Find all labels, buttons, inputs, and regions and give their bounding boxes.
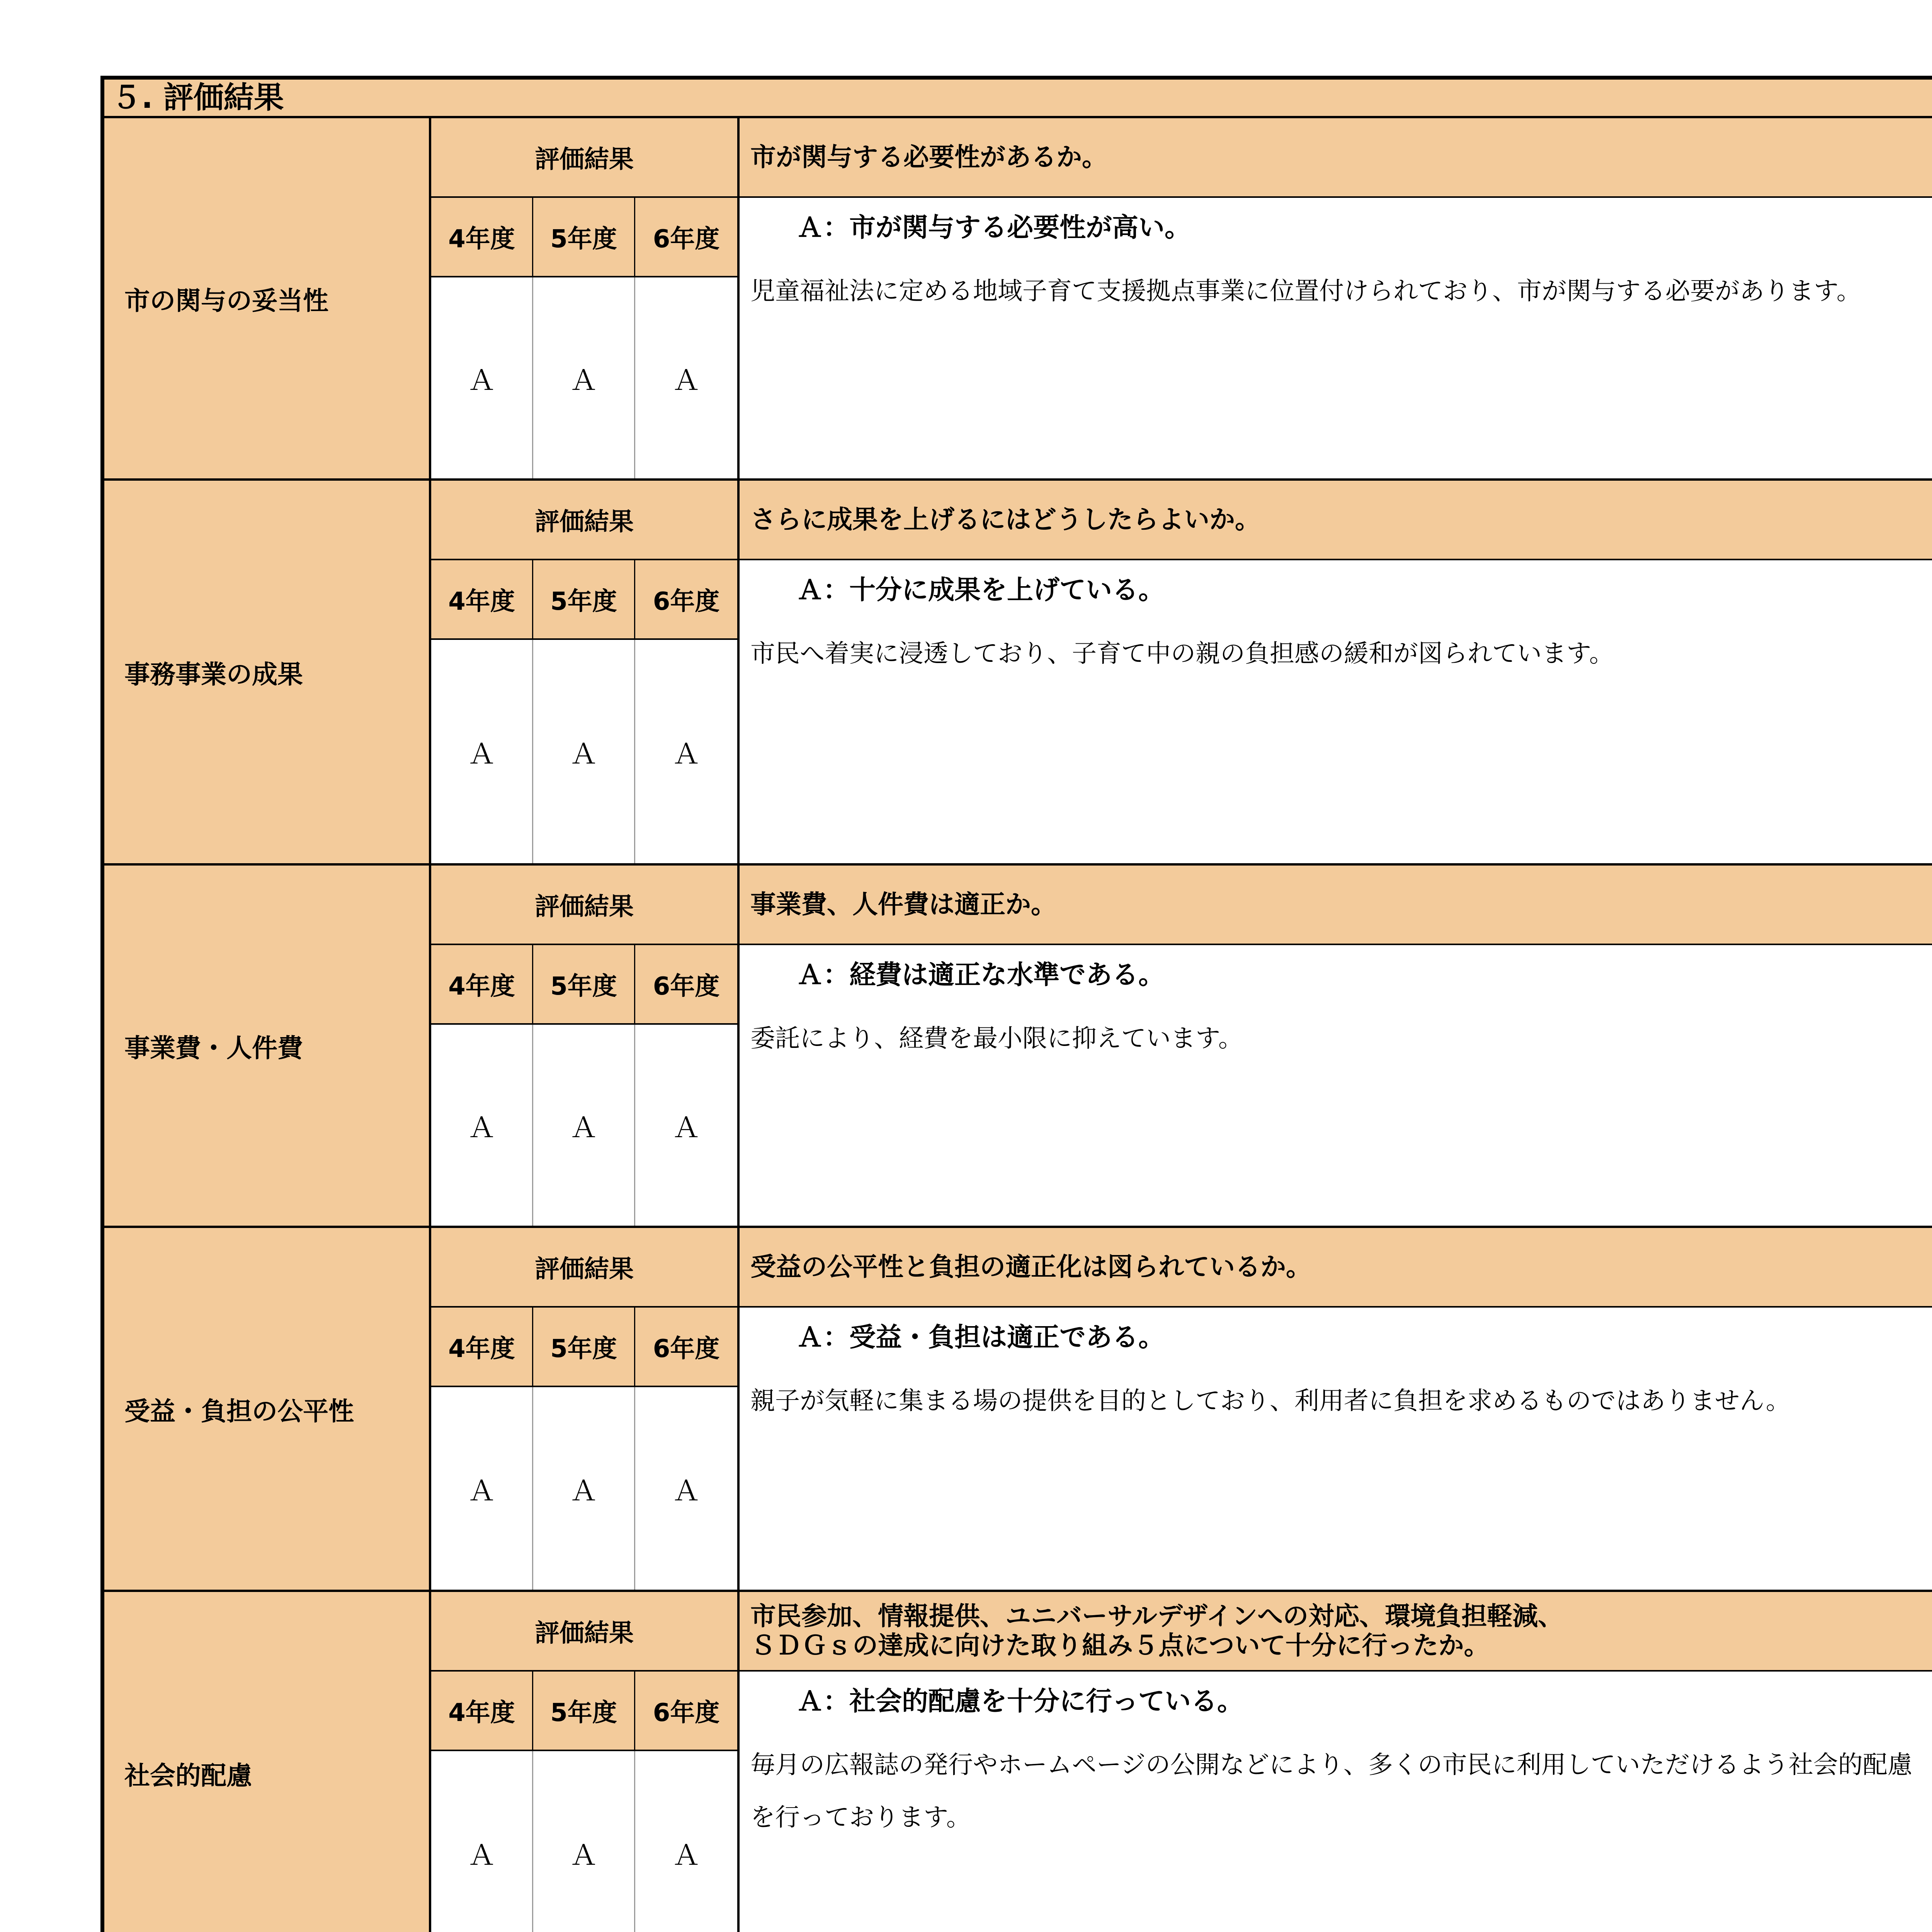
year-header-6: 6年度 — [635, 945, 737, 1025]
year-header-4: 4年度 — [431, 945, 533, 1025]
evaluation-comment — [737, 1672, 1932, 1932]
grade-year-5: Ａ — [533, 1751, 635, 1932]
grade-year-6: Ａ — [635, 640, 737, 863]
evaluation-question: 受益の公平性と負担の適正化は図られているか。 — [737, 1228, 1932, 1308]
year-header-5: 5年度 — [533, 560, 635, 640]
grade-year-6: Ａ — [635, 1387, 737, 1590]
comment-text: 親子が気軽に集まる場の提供を目的としており、利用者に負担を求めるものではありません。 — [750, 1387, 1791, 1415]
evaluation-question: 市が関与する必要性があるか。 — [737, 118, 1932, 198]
section-label: 事務事業の成果 — [104, 481, 431, 863]
evaluation-question: 市民参加、情報提供、ユニバーサルデザインへの対応、環境負担軽減、 ＳＤＧｓの達成に向けた取り組み５点について十分に行ったか。 — [737, 1592, 1932, 1672]
year-header-5: 5年度 — [533, 1308, 635, 1387]
grade-year-5: Ａ — [533, 640, 635, 863]
evaluation-comment — [737, 945, 1932, 1226]
year-header-5: 5年度 — [533, 198, 635, 277]
year-header-6: 6年度 — [635, 560, 737, 640]
grade-year-4: Ａ — [431, 1751, 533, 1932]
rating-text: Ａ：経費は適正な水準である。 — [797, 960, 1165, 990]
evaluation-section-costs — [104, 863, 1932, 1226]
rating-text: Ａ：受益・負担は適正である。 — [797, 1322, 1165, 1353]
section-label: 事業費・人件費 — [104, 866, 431, 1226]
year-header-6: 6年度 — [635, 198, 737, 277]
comment-text: 市民へ着実に浸透しており、子育て中の親の負担感の緩和が図られています。 — [750, 639, 1614, 668]
year-header-4: 4年度 — [431, 198, 533, 277]
rating-text: Ａ：市が関与する必要性が高い。 — [797, 213, 1191, 243]
evaluation-section-results — [104, 478, 1932, 863]
grade-year-6: Ａ — [635, 277, 737, 478]
evaluation-question: 事業費、人件費は適正か。 — [737, 866, 1932, 945]
grade-year-5: Ａ — [533, 277, 635, 478]
grade-year-5: Ａ — [533, 1387, 635, 1590]
evaluation-header: 評価結果 — [431, 118, 737, 198]
year-header-6: 6年度 — [635, 1672, 737, 1751]
year-header-5: 5年度 — [533, 1672, 635, 1751]
rating-text: Ａ：十分に成果を上げている。 — [797, 575, 1165, 605]
grade-year-6: Ａ — [635, 1025, 737, 1226]
year-header-4: 4年度 — [431, 560, 533, 640]
evaluation-question: さらに成果を上げるにはどうしたらよいか。 — [737, 481, 1932, 560]
grade-year-6: Ａ — [635, 1751, 737, 1932]
section-label: 市の関与の妥当性 — [104, 118, 431, 478]
grade-year-5: Ａ — [533, 1025, 635, 1226]
evaluation-section-relevance — [104, 118, 1932, 478]
evaluation-header: 評価結果 — [431, 481, 737, 560]
grade-year-4: Ａ — [431, 640, 533, 863]
evaluation-section-social-consideration — [104, 1590, 1932, 1932]
grade-year-4: Ａ — [431, 1387, 533, 1590]
evaluation-comment — [737, 560, 1932, 863]
evaluation-results-table — [100, 76, 1932, 1932]
comment-text: 委託により、経費を最小限に抑えています。 — [750, 1024, 1243, 1053]
grade-year-4: Ａ — [431, 277, 533, 478]
evaluation-comment — [737, 1308, 1932, 1590]
evaluation-header: 評価結果 — [431, 866, 737, 945]
evaluation-section-fairness — [104, 1226, 1932, 1590]
section-title: ５. 評価結果 — [104, 80, 1932, 118]
section-label: 社会的配慮 — [104, 1592, 431, 1932]
evaluation-header: 評価結果 — [431, 1592, 737, 1672]
year-header-6: 6年度 — [635, 1308, 737, 1387]
grade-year-4: Ａ — [431, 1025, 533, 1226]
evaluation-comment — [737, 198, 1932, 478]
comment-text: 毎月の広報誌の発行やホームページの公開などにより、多くの市民に利用していただけるよう社会的配慮を行っております。 — [750, 1751, 1912, 1832]
year-header-4: 4年度 — [431, 1308, 533, 1387]
year-header-5: 5年度 — [533, 945, 635, 1025]
comment-text: 児童福祉法に定める地域子育て支援拠点事業に位置付けられており、市が関与する必要があります。 — [750, 277, 1861, 306]
year-header-4: 4年度 — [431, 1672, 533, 1751]
rating-text: Ａ：社会的配慮を十分に行っている。 — [797, 1686, 1244, 1717]
evaluation-header: 評価結果 — [431, 1228, 737, 1308]
section-label: 受益・負担の公平性 — [104, 1228, 431, 1590]
